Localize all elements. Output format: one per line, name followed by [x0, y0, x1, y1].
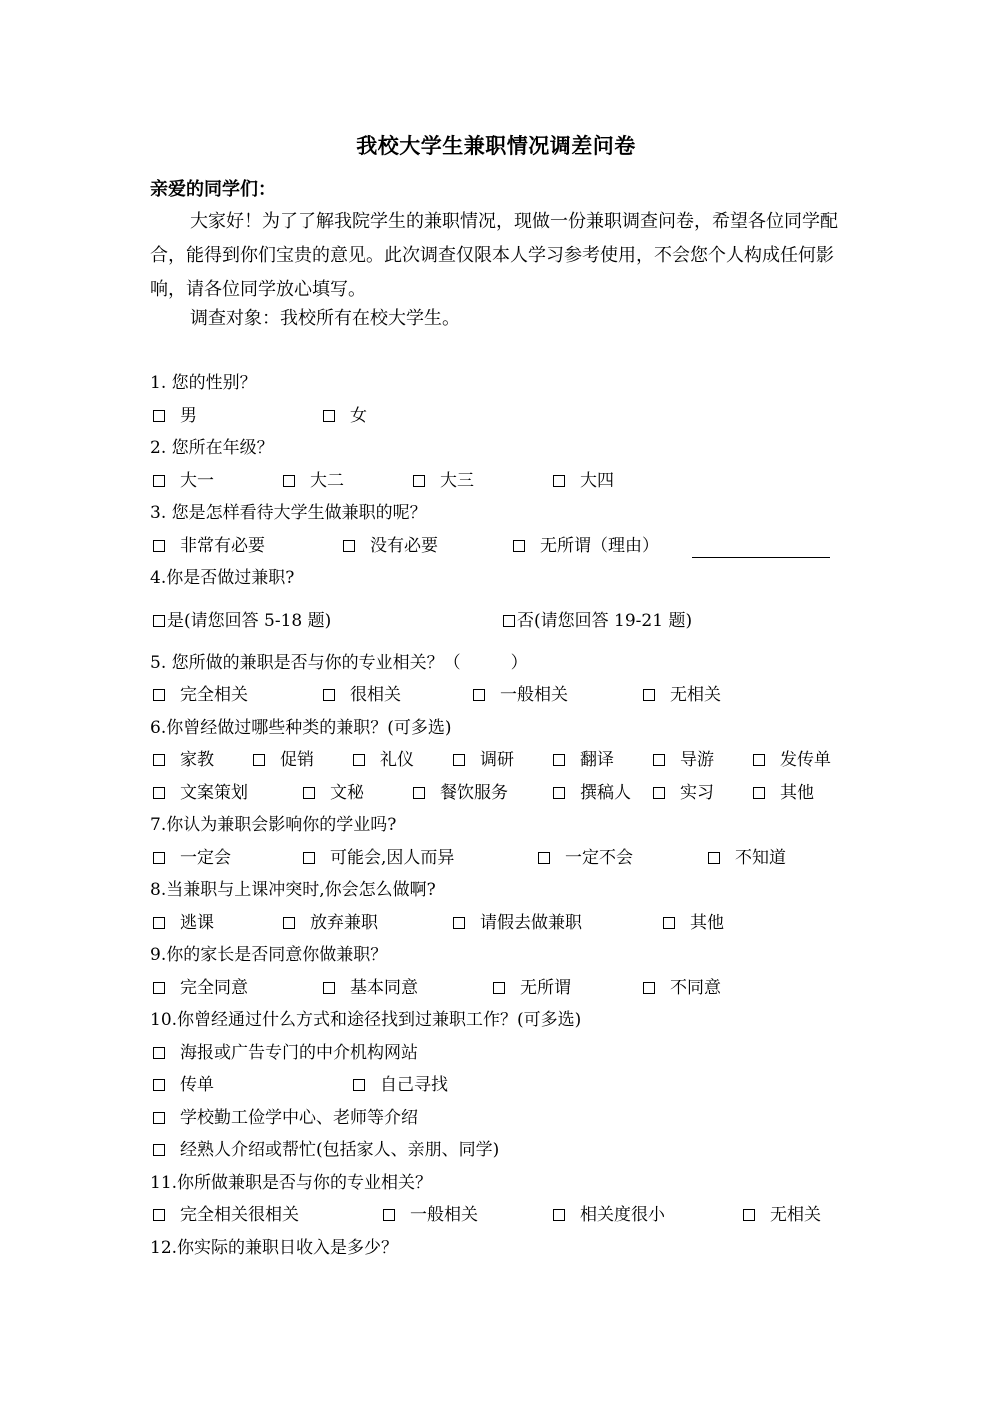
question-5: 5. 您所做的兼职是否与你的专业相关？（ ）: [150, 653, 528, 673]
option-internship[interactable]: 实习: [653, 780, 714, 806]
option-posters-agencies[interactable]: 海报或广告专门的中介机构网站: [153, 1040, 418, 1066]
checkbox[interactable]: [353, 1079, 365, 1091]
checkbox[interactable]: [303, 852, 315, 864]
option-flyers[interactable]: 发传单: [753, 747, 831, 773]
option-male[interactable]: 男: [153, 403, 197, 429]
question-1: 1. 您的性别？: [150, 373, 257, 393]
option-catering[interactable]: 餐饮服务: [413, 780, 508, 806]
option-somewhat-related[interactable]: 一般相关: [473, 682, 568, 708]
option-secretary[interactable]: 文秘: [303, 780, 364, 806]
option-definitely[interactable]: 一定会: [153, 845, 231, 871]
checkbox[interactable]: [153, 689, 165, 701]
checkbox[interactable]: [503, 615, 515, 627]
checkbox[interactable]: [283, 475, 295, 487]
checkbox[interactable]: [323, 689, 335, 701]
greeting: 亲爱的同学们：: [150, 179, 276, 200]
option-freshman[interactable]: 大一: [153, 468, 214, 494]
checkbox[interactable]: [303, 787, 315, 799]
option-fully-very-related[interactable]: 完全相关很相关: [153, 1202, 299, 1228]
checkbox[interactable]: [283, 917, 295, 929]
checkbox[interactable]: [153, 475, 165, 487]
checkbox[interactable]: [473, 689, 485, 701]
checkbox[interactable]: [153, 917, 165, 929]
checkbox[interactable]: [383, 1209, 395, 1221]
checkbox[interactable]: [653, 787, 665, 799]
checkbox[interactable]: [253, 754, 265, 766]
option-promotion[interactable]: 促销: [253, 747, 314, 773]
option-other-action[interactable]: 其他: [663, 910, 724, 936]
checkbox[interactable]: [753, 754, 765, 766]
question-12: 12.你实际的兼职日收入是多少？: [150, 1238, 399, 1258]
option-sophomore[interactable]: 大二: [283, 468, 344, 494]
option-give-up-job[interactable]: 放弃兼职: [283, 910, 378, 936]
option-skip-class[interactable]: 逃课: [153, 910, 214, 936]
option-yes[interactable]: 是(请您回答 5-18 题): [153, 608, 331, 634]
checkbox[interactable]: [513, 540, 525, 552]
option-senior[interactable]: 大四: [553, 468, 614, 494]
checkbox[interactable]: [753, 787, 765, 799]
checkbox[interactable]: [343, 540, 355, 552]
option-tutoring[interactable]: 家教: [153, 747, 214, 773]
question-3: 3. 您是怎样看待大学生做兼职的呢？: [150, 503, 427, 523]
option-mostly-agree[interactable]: 基本同意: [323, 975, 418, 1001]
page-title: 我校大学生兼职情况调差问卷: [356, 133, 636, 158]
option-definitely-not[interactable]: 一定不会: [538, 845, 633, 871]
checkbox[interactable]: [653, 754, 665, 766]
option-very-necessary[interactable]: 非常有必要: [153, 533, 265, 559]
option-not-necessary[interactable]: 没有必要: [343, 533, 438, 559]
option-translation[interactable]: 翻译: [553, 747, 614, 773]
question-4: 4.你是否做过兼职?: [150, 568, 295, 588]
checkbox[interactable]: [153, 615, 165, 627]
option-no[interactable]: 否(请您回答 19-21 题): [503, 608, 692, 634]
checkbox[interactable]: [553, 787, 565, 799]
option-disagree[interactable]: 不同意: [643, 975, 721, 1001]
checkbox[interactable]: [708, 852, 720, 864]
option-unrelated[interactable]: 无相关: [643, 682, 721, 708]
checkbox[interactable]: [453, 917, 465, 929]
option-female[interactable]: 女: [323, 403, 367, 429]
option-fully-related[interactable]: 完全相关: [153, 682, 248, 708]
option-slightly-related[interactable]: 相关度很小: [553, 1202, 665, 1228]
option-take-leave[interactable]: 请假去做兼职: [453, 910, 582, 936]
checkbox[interactable]: [153, 540, 165, 552]
checkbox[interactable]: [643, 689, 655, 701]
checkbox[interactable]: [323, 982, 335, 994]
checkbox[interactable]: [153, 852, 165, 864]
checkbox[interactable]: [153, 787, 165, 799]
option-writer[interactable]: 撰稿人: [553, 780, 631, 806]
option-very-related[interactable]: 很相关: [323, 682, 401, 708]
checkbox[interactable]: [323, 410, 335, 422]
option-leaflets[interactable]: 传单: [153, 1072, 214, 1098]
checkbox[interactable]: [153, 1112, 165, 1124]
checkbox[interactable]: [643, 982, 655, 994]
option-no-matter[interactable]: 无所谓: [493, 975, 571, 1001]
option-maybe[interactable]: 可能会,因人而异: [303, 845, 454, 871]
option-acquaintance[interactable]: 经熟人介绍或帮忙(包括家人、亲朋、同学): [153, 1137, 499, 1163]
question-8: 8.当兼职与上课冲突时,你会怎么做啊?: [150, 880, 436, 900]
option-indifferent[interactable]: 无所谓（理由）: [513, 533, 659, 559]
option-etiquette[interactable]: 礼仪: [353, 747, 414, 773]
checkbox[interactable]: [743, 1209, 755, 1221]
option-not-related[interactable]: 无相关: [743, 1202, 821, 1228]
question-11: 11.你所做兼职是否与你的专业相关？: [150, 1173, 433, 1193]
checkbox[interactable]: [553, 475, 565, 487]
question-2: 2. 您所在年级？: [150, 438, 274, 458]
option-other-job[interactable]: 其他: [753, 780, 814, 806]
option-tour-guide[interactable]: 导游: [653, 747, 714, 773]
checkbox[interactable]: [553, 1209, 565, 1221]
option-dont-know[interactable]: 不知道: [708, 845, 786, 871]
question-7: 7.你认为兼职会影响你的学业吗?: [150, 815, 397, 835]
checkbox[interactable]: [153, 982, 165, 994]
checkbox[interactable]: [153, 410, 165, 422]
intro-paragraph: 大家好！为了了解我院学生的兼职情况，现做一份兼职调查问卷，希望各位同学配合，能得到你们宝贵的意见。此次调查仅限本人学习参考使用，不会您个人构成任何影响，请各位同学放心填写。: [150, 211, 838, 300]
checkbox[interactable]: [553, 754, 565, 766]
checkbox[interactable]: [413, 787, 425, 799]
survey-target: 调查对象：我校所有在校大学生。: [190, 308, 460, 329]
question-10: 10.你曾经通过什么方式和途径找到过兼职工作？(可多选): [150, 1010, 582, 1030]
checkbox[interactable]: [353, 754, 365, 766]
checkbox[interactable]: [153, 1209, 165, 1221]
checkbox[interactable]: [453, 754, 465, 766]
option-generally-related[interactable]: 一般相关: [383, 1202, 478, 1228]
question-9: 9.你的家长是否同意你做兼职？: [150, 945, 388, 965]
option-fully-agree[interactable]: 完全同意: [153, 975, 248, 1001]
reason-blank-line[interactable]: [692, 557, 830, 558]
option-copywriting[interactable]: 文案策划: [153, 780, 248, 806]
checkbox[interactable]: [153, 1079, 165, 1091]
question-6: 6.你曾经做过哪些种类的兼职？(可多选): [150, 718, 452, 738]
checkbox[interactable]: [153, 1144, 165, 1156]
checkbox[interactable]: [153, 754, 165, 766]
option-research[interactable]: 调研: [453, 747, 514, 773]
option-self-search[interactable]: 自己寻找: [353, 1072, 448, 1098]
checkbox[interactable]: [153, 1047, 165, 1059]
checkbox[interactable]: [413, 475, 425, 487]
checkbox[interactable]: [538, 852, 550, 864]
option-school-center[interactable]: 学校勤工俭学中心、老师等介绍: [153, 1105, 418, 1131]
checkbox[interactable]: [493, 982, 505, 994]
checkbox[interactable]: [663, 917, 675, 929]
option-junior[interactable]: 大三: [413, 468, 474, 494]
